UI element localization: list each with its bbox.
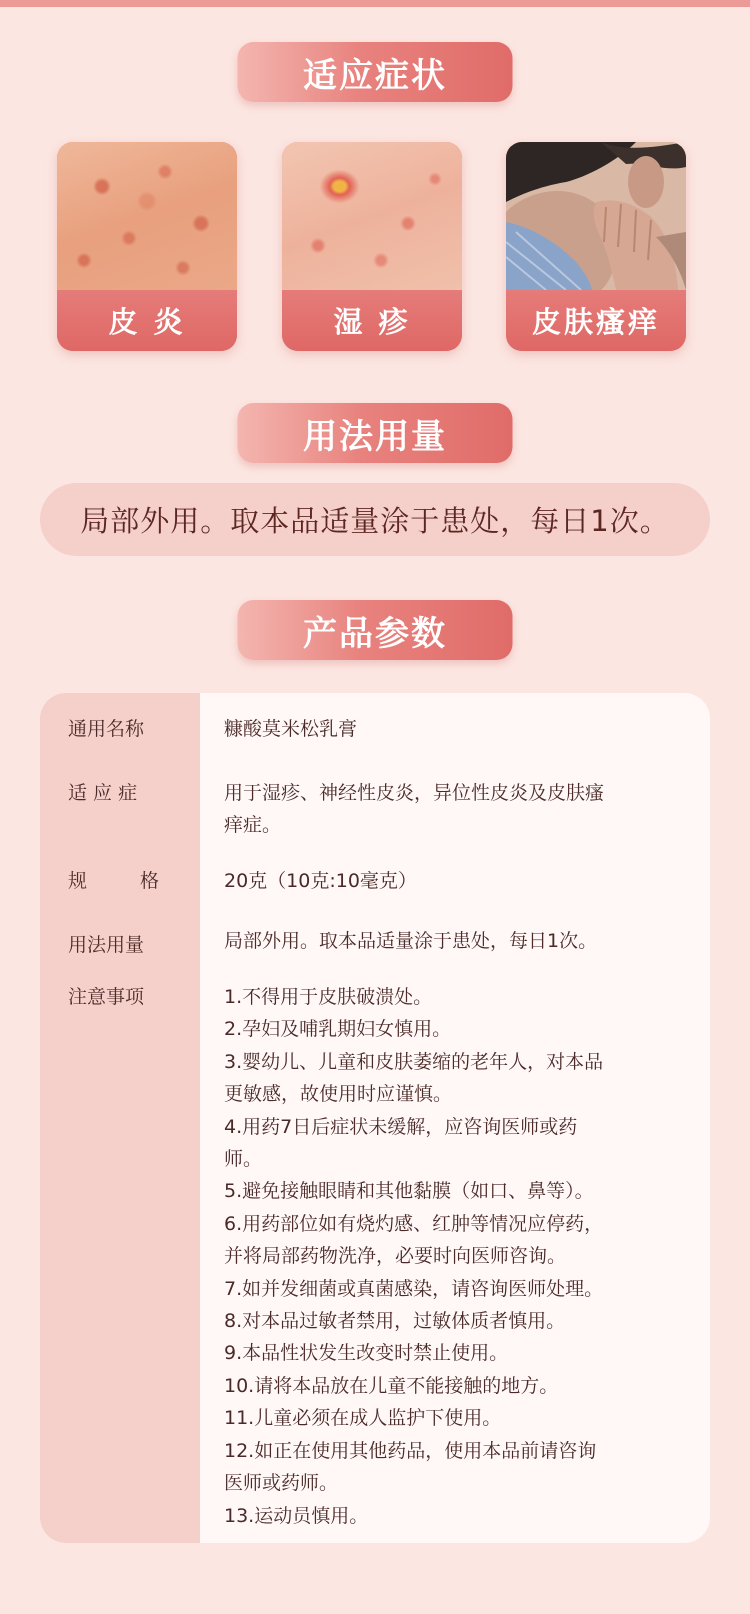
spec-label: [68, 865, 188, 897]
params-label-column: [40, 693, 200, 1543]
note-item: 12.如正在使用其他药品，使用本品前请咨询: [224, 1439, 597, 1462]
symptom-card-itching: [506, 142, 686, 351]
note-item: 10.请将本品放在儿童不能接触的地方。: [224, 1374, 559, 1397]
note-item: 更敏感，故使用时应谨慎。: [224, 1083, 453, 1106]
symptom-card-eczema: [282, 142, 462, 351]
note-item: 医师或药师。: [224, 1472, 339, 1495]
usage-value: 局部外用。取本品适量涂于患处，每日1次。: [224, 930, 598, 952]
eczema-skin-photo: [282, 142, 462, 290]
usage-instructions: 局部外用。取本品适量涂于患处，每日1次。: [40, 483, 710, 556]
note-item: 2.孕妇及哺乳期妇女慎用。: [224, 1018, 452, 1041]
note-item: 并将局部药物洗净，必要时向医师咨询。: [224, 1245, 567, 1268]
note-item: 3.婴幼儿、儿童和皮肤萎缩的老年人，对本品: [224, 1050, 604, 1073]
note-item: 师。: [224, 1148, 263, 1171]
note-item: 13.运动员慎用。: [224, 1504, 369, 1527]
symptom-label: 皮肤瘙痒: [506, 290, 686, 351]
spec-label-char: 规: [68, 870, 88, 892]
top-accent-bar: [0, 0, 750, 7]
generic-name-value: 糠酸莫米松乳膏: [224, 718, 358, 740]
note-item: 1.不得用于皮肤破溃处。: [224, 986, 433, 1008]
product-params-table: [40, 693, 710, 1543]
note-item: 8.对本品过敏者禁用，过敏体质者慎用。: [224, 1310, 566, 1333]
note-item: 9.本品性状发生改变时禁止使用。: [224, 1342, 509, 1365]
note-item: 5.避免接触眼睛和其他黏膜（如口、鼻等）。: [224, 1180, 594, 1203]
itchy-neck-photo: [506, 142, 686, 290]
indication-value: [224, 777, 664, 842]
dermatitis-skin-photo: [57, 142, 237, 290]
usage-section-title: 用法用量: [238, 403, 513, 463]
symptoms-section-title: 适应症状: [238, 42, 513, 102]
generic-name-label: 通用名称: [68, 718, 145, 740]
indication-line: 痒症。: [224, 814, 282, 837]
params-section-title: 产品参数: [238, 600, 513, 660]
indication-line: 用于湿疹、神经性皮炎，异位性皮炎及皮肤瘙: [224, 782, 605, 804]
notes-list: [224, 981, 664, 1532]
symptom-card-dermatitis: [57, 142, 237, 351]
note-item: 6.用药部位如有烧灼感、红肿等情况应停药，: [224, 1212, 604, 1235]
symptom-label: 皮 炎: [57, 290, 237, 351]
notes-label: 注意事项: [68, 986, 145, 1008]
note-item: 11.儿童必须在成人监护下使用。: [224, 1407, 502, 1430]
symptom-label: 湿 疹: [282, 290, 462, 351]
spec-value: 20克（10克:10毫克）: [224, 870, 417, 892]
spec-label-char: 格: [140, 870, 160, 892]
note-item: 7.如并发细菌或真菌感染，请咨询医师处理。: [224, 1277, 604, 1300]
usage-label: 用法用量: [68, 934, 145, 956]
note-item: 4.用药7日后症状未缓解，应咨询医师或药: [224, 1115, 578, 1138]
indication-label: 适 应 症: [68, 782, 138, 804]
